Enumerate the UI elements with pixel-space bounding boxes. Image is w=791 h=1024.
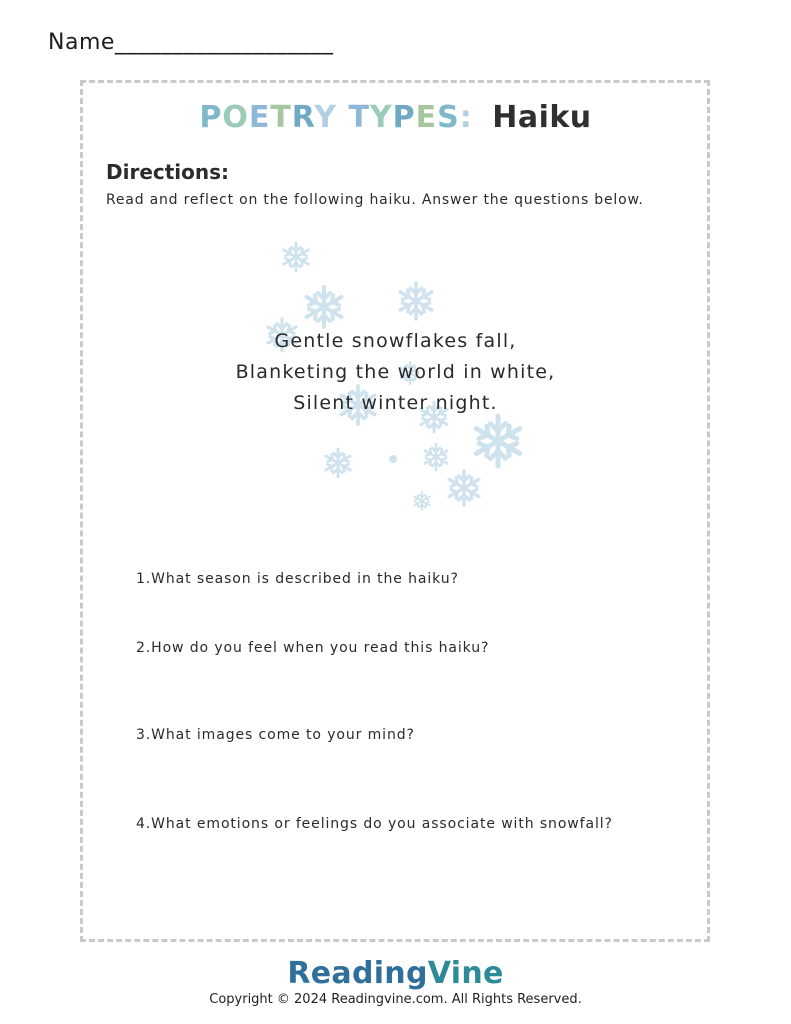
snowflake-icon (400, 283, 431, 319)
question-1: 1.What season is described in the haiku? (136, 571, 459, 587)
snowflake-icon (476, 416, 520, 466)
title-letter (337, 100, 348, 135)
snowflake-icon (326, 449, 350, 477)
poem-line: Silent winter night. (293, 392, 498, 414)
title-prefix (199, 100, 484, 135)
title-letter: E (415, 100, 438, 135)
question-2: 2.How do you feel when you read this haiku? (136, 640, 490, 656)
title-letter: P (199, 100, 223, 135)
worksheet-title (0, 100, 791, 135)
snowflake-icon (425, 444, 448, 470)
directions-heading: Directions: (106, 160, 230, 184)
poem-line: Gentle snowflakes fall, (274, 330, 517, 352)
haiku-poem (0, 326, 791, 419)
title-letter: S (437, 100, 460, 135)
title-letter: T (348, 100, 370, 135)
title-suffix: Haiku (492, 100, 592, 135)
question-3: 3.What images come to your mind? (136, 727, 415, 743)
logo-part: Reading (287, 956, 428, 991)
title-letter: P (392, 100, 416, 135)
poem-line: Blanketing the world in white, (235, 361, 556, 383)
title-letter: E (248, 100, 271, 135)
logo-part: Vine (427, 956, 504, 991)
copyright-notice: Copyright © 2024 Readingvine.com. All Rights Reserved. (209, 992, 582, 1007)
snowflake-icon (307, 287, 342, 327)
directions-text: Read and reflect on the following haiku. Answer the questions below. (106, 192, 644, 208)
title-letter: R (291, 100, 315, 135)
title-letter: O (222, 100, 249, 135)
question-4: 4.What emotions or feelings do you associate with snowfall? (136, 816, 613, 832)
title-letter: Y (369, 100, 393, 135)
snow-dot (389, 455, 397, 463)
title-letter: T (270, 100, 292, 135)
title-letter: : (459, 100, 473, 135)
snowflake-icon (449, 471, 479, 505)
readingvine-logo (0, 956, 791, 991)
name-field: Name___________________ (48, 30, 334, 55)
snowflake-icon (414, 492, 430, 510)
title-letter: Y (314, 100, 337, 135)
snowflake-icon (284, 243, 308, 271)
